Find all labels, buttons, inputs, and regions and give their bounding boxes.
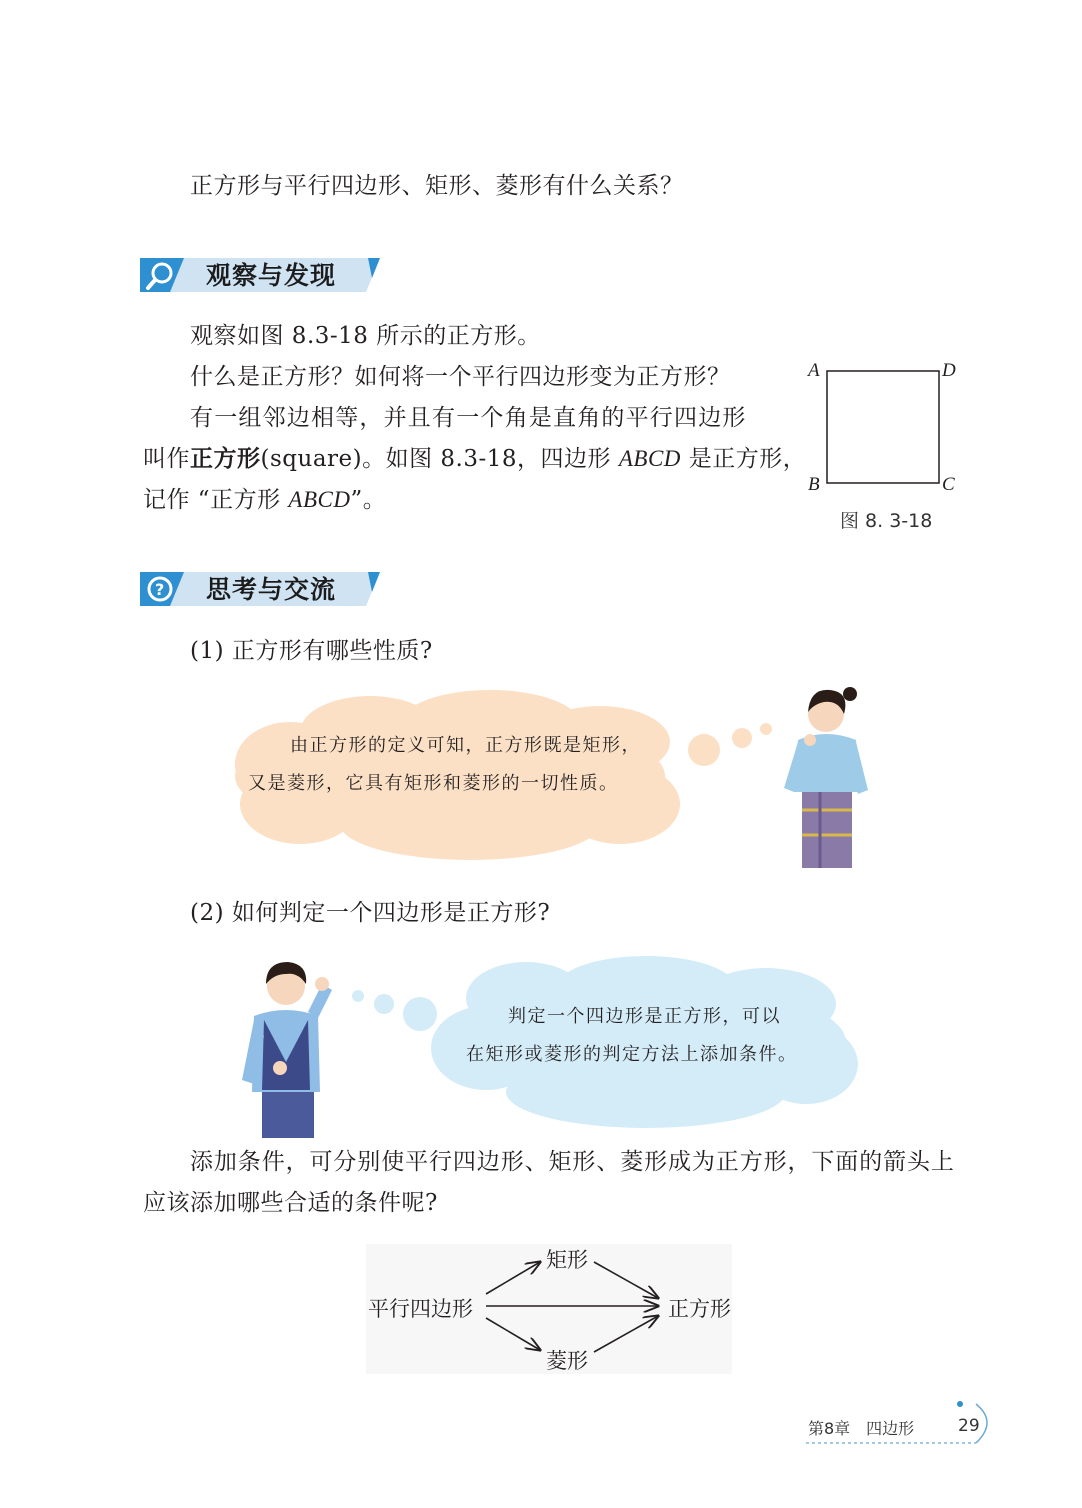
bubble-1-line-1: 由正方形的定义可知，正方形既是矩形， (290, 735, 641, 756)
girl-illustration (780, 680, 870, 870)
question-2: (2) 如何判定一个四边形是正方形? (190, 900, 551, 926)
flow-node-square: 正方形 (668, 1297, 731, 1321)
section-title: 观察与发现 (206, 261, 337, 290)
footer-chapter: 第8章 四边形 (808, 1419, 915, 1438)
square-abcd-figure (826, 370, 940, 484)
question-1: (1) 正方形有哪些性质? (190, 638, 433, 664)
definition-line-2: 叫作正方形(square)。如图 8.3-18，四边形 ABCD 是正方形， (143, 446, 807, 472)
bubble-1-line-2: 又是菱形，它具有矩形和菱形的一切性质。 (248, 773, 619, 794)
section-header-think (140, 566, 380, 612)
section-title: 思考与交流 (206, 575, 337, 604)
question-lightbulb-icon (144, 574, 176, 606)
flow-node-rhombus: 菱形 (546, 1349, 588, 1373)
footer-decoration (800, 1398, 1000, 1448)
vertex-label-c: C (942, 474, 955, 495)
flow-node-rectangle: 矩形 (546, 1248, 588, 1272)
definition-line-3: 记作 “正方形 ABCD”。 (143, 487, 387, 513)
bubble-2-line-2: 在矩形或菱形的判定方法上添加条件。 (466, 1044, 798, 1065)
observe-paragraph-2: 什么是正方形？如何将一个平行四边形变为正方形？ (190, 364, 731, 390)
definition-line-1: 有一组邻边相等，并且有一个角是直角的平行四边形 (190, 405, 747, 431)
vertex-label-d: D (942, 360, 956, 381)
figure-caption: 图 8. 3-18 (840, 510, 933, 532)
boy-illustration (236, 950, 336, 1138)
magnifier-icon (144, 260, 176, 292)
closing-line-1: 添加条件，可分别使平行四边形、矩形、菱形成为正方形，下面的箭头上 (190, 1149, 955, 1175)
observe-paragraph-1: 观察如图 8.3-18 所示的正方形。 (190, 323, 541, 349)
bubble-2-line-1: 判定一个四边形是正方形，可以 (508, 1006, 781, 1027)
section-header-observe (140, 252, 380, 298)
term-square: 正方形 (190, 446, 261, 472)
vertex-label-a: A (808, 360, 820, 381)
intro-question: 正方形与平行四边形、矩形、菱形有什么关系？ (190, 173, 684, 199)
svg-text:?: ? (155, 580, 165, 599)
flow-node-parallelogram: 平行四边形 (368, 1297, 473, 1321)
closing-line-2: 应该添加哪些合适的条件呢? (143, 1190, 438, 1216)
vertex-label-b: B (808, 474, 820, 495)
page-number: 29 (958, 1416, 980, 1436)
